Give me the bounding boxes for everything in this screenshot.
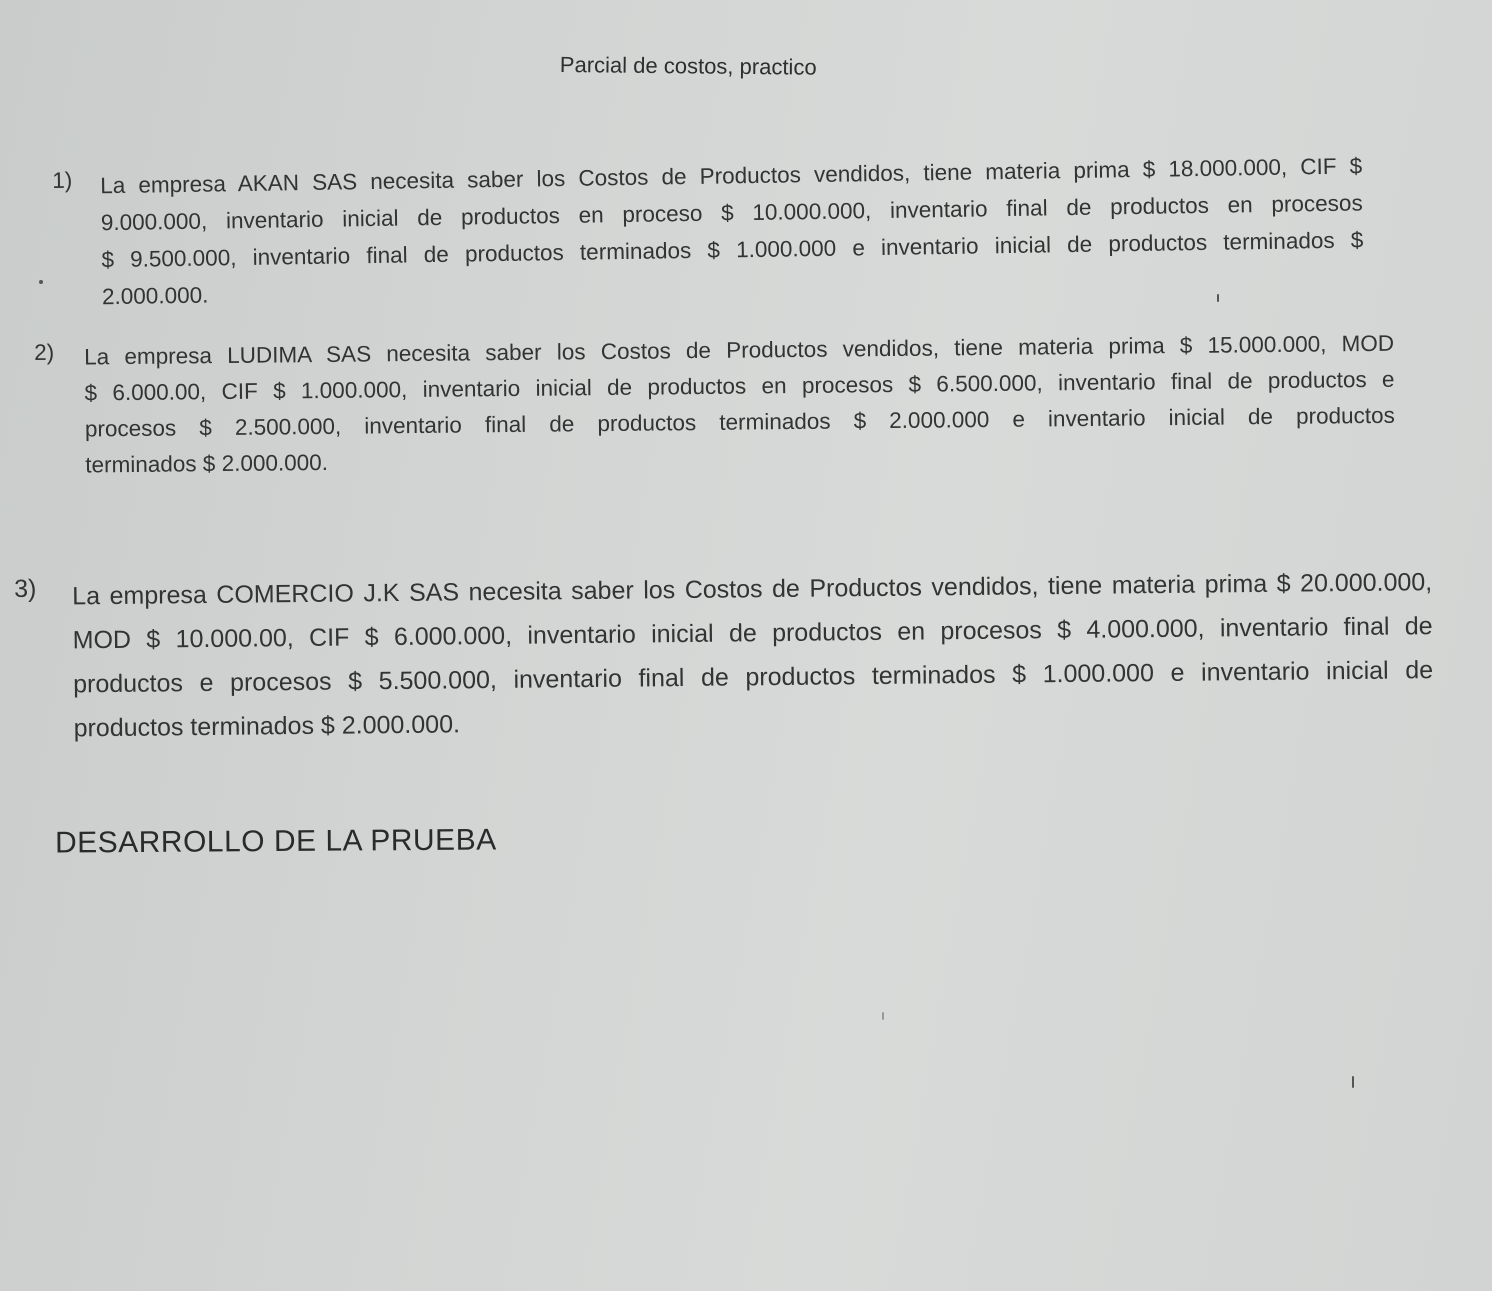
problem-line: MOD $ 10.000.00, CIF $ 6.000.000, inventario inicial de productos en procesos $ 4.000.000, inventario final de xyxy=(72,612,1433,655)
problem-line: productos terminados $ 2.000.000. xyxy=(73,710,461,743)
problem-line: La empresa COMERCIO J.K SAS necesita saber los Costos de Productos vendidos, tiene materia prima $ 20.000.000, xyxy=(72,568,1433,611)
problem-line: La empresa AKAN SAS necesita saber los Costos de Productos vendidos, tiene materia prima $ 18.000.000, CIF $ xyxy=(100,153,1363,199)
problem-line: procesos $ 2.500.000, inventario final de productos terminados $ 2.000.000 e inventario inicial de productos xyxy=(84,402,1395,442)
problem-line: productos e procesos $ 5.500.000, inventario final de productos terminados $ 1.000.000 e inventario inicial de xyxy=(73,656,1434,699)
paper-mark xyxy=(1217,294,1219,302)
problem-line: La empresa LUDIMA SAS necesita saber los Costos de Productos vendidos, tiene materia prima $ 15.000.000, MOD xyxy=(84,330,1395,370)
problem-text xyxy=(100,147,1364,315)
problem-number: 2) xyxy=(34,339,55,365)
problem-line: 9.000.000, inventario inicial de productos en proceso $ 10.000.000, inventario final de productos en procesos xyxy=(100,190,1363,236)
problem-text xyxy=(84,326,1395,484)
paper-mark xyxy=(39,280,43,284)
problem-line: terminados $ 2.000.000. xyxy=(85,449,329,478)
problem-line: 2.000.000. xyxy=(101,282,209,310)
paper-mark xyxy=(1352,1076,1354,1088)
problem-line: $ 6.000.00, CIF $ 1.000.000, inventario inicial de productos en procesos $ 6.500.000, inventario final de productos e xyxy=(84,366,1395,406)
section-heading: DESARROLLO DE LA PRUEBA xyxy=(54,823,497,860)
problem-number: 1) xyxy=(52,167,73,193)
paper-mark xyxy=(882,1012,884,1020)
page-title: Parcial de costos, practico xyxy=(559,52,817,80)
problem-line: $ 9.500.000, inventario final de productos terminados $ 1.000.000 e inventario inicial de productos terminados $ xyxy=(101,227,1364,273)
problem-text xyxy=(72,560,1434,750)
problem-number: 3) xyxy=(14,574,37,603)
